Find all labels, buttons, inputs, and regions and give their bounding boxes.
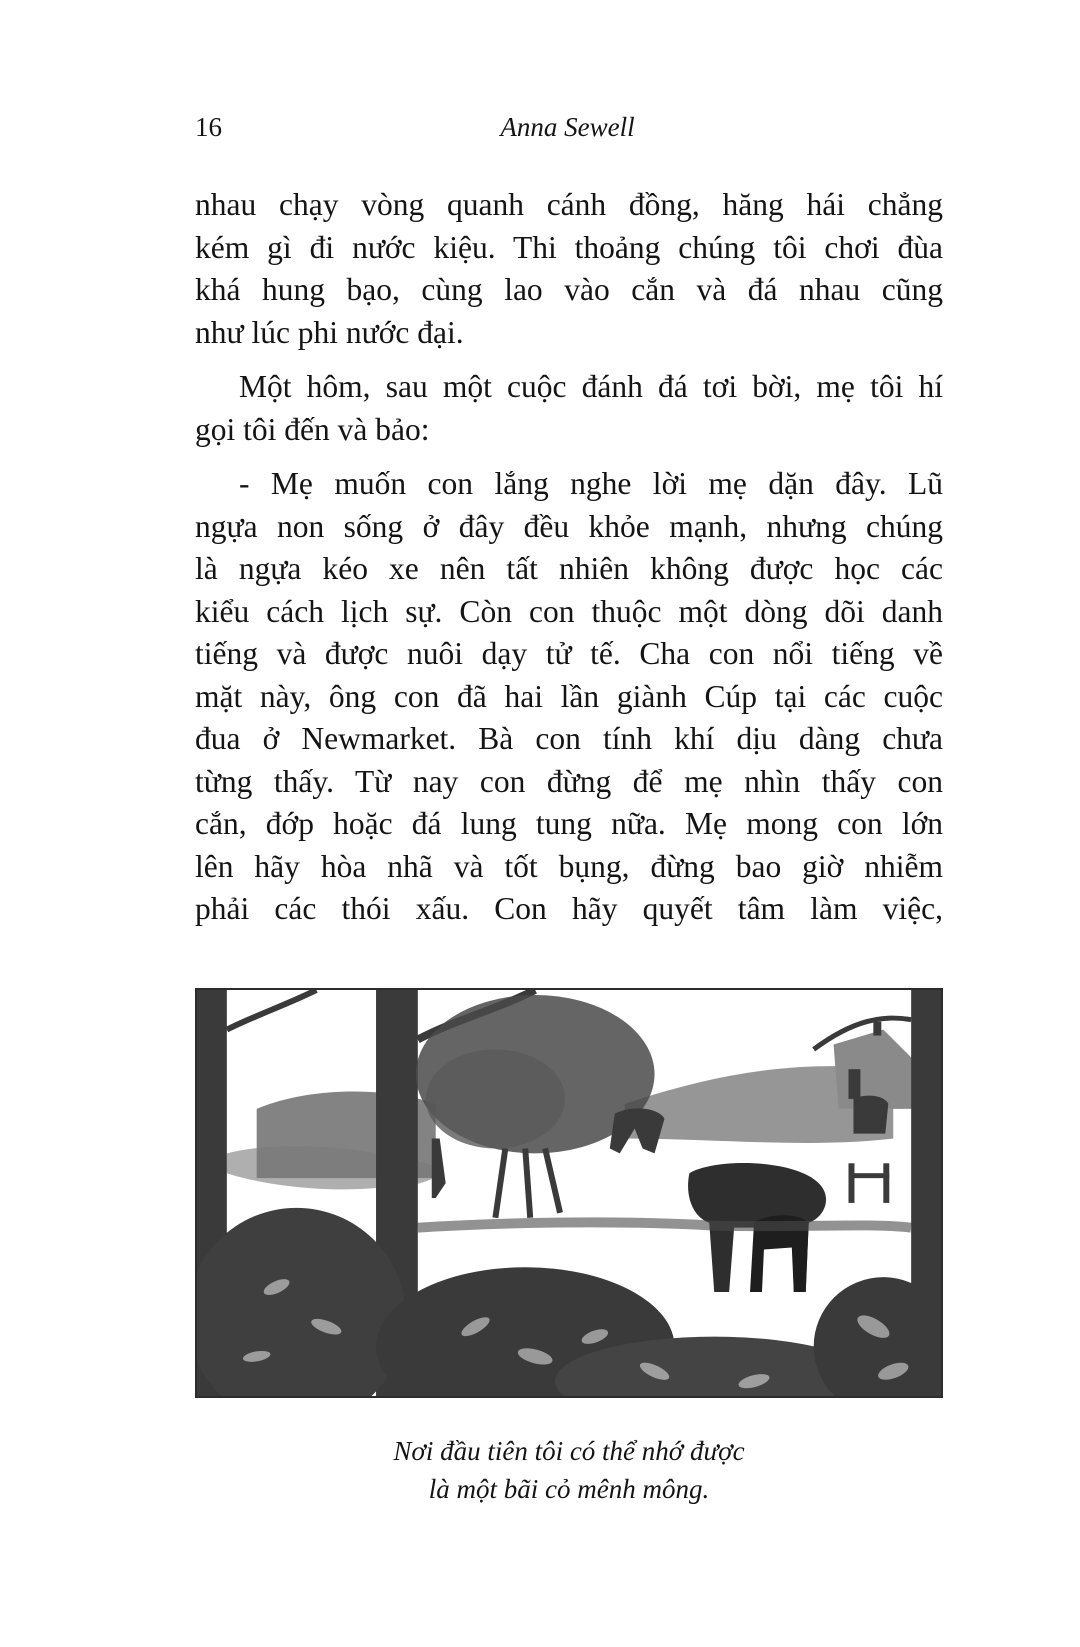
text-line: từng thấy. Từ nay con đừng để mẹ nhìn thấy con [195,763,943,799]
text-line: nhau chạy vòng quanh cánh đồng, hăng hái chẳng [195,187,943,222]
body-text [195,184,943,931]
illustration-meadow-horses [195,988,943,1398]
paragraph-2 [195,366,943,451]
figure-caption [195,1432,943,1508]
paragraph-3-dialogue [195,463,943,931]
running-title-author: Anna Sewell [500,112,635,142]
text-line: lên hãy hòa nhã và tốt bụng, đừng bao giờ nhiễm [195,848,943,884]
paragraph-1 [195,184,943,354]
illustration-drawing [197,990,941,1396]
text-line: ngựa non sống ở đây đều khỏe mạnh, nhưng chúng [195,508,943,544]
text-line: kiểu cách lịch sự. Còn con thuộc một dòng dõi danh [195,593,943,629]
text-line: kém gì đi nước kiệu. Thi thoảng chúng tôi chơi đùa [195,229,943,265]
text-line: mặt này, ông con đã hai lần giành Cúp tại các cuộc [195,678,943,714]
text-line: cắn, đớp hoặc đá lung tung nữa. Mẹ mong con lớn [195,806,943,841]
text-line: Một hôm, sau một cuộc đánh đá tơi bời, mẹ tôi hí [239,369,943,404]
caption-line: Nơi đầu tiên tôi có thể nhớ được [393,1436,745,1466]
text-line: - Mẹ muốn con lắng nghe lời mẹ dặn đây. Lũ [239,466,943,501]
page-number: 16 [195,112,222,142]
text-line: tiếng và được nuôi dạy tử tế. Cha con nổi tiếng về [195,636,943,671]
text-line: gọi tôi đến và bảo: [195,411,430,447]
running-head [195,112,940,152]
text-line: khá hung bạo, cùng lao vào cắn và đá nhau cũng [195,272,943,307]
text-line: đua ở Newmarket. Bà con tính khí dịu dàng chưa [195,721,943,756]
text-line: phải các thói xấu. Con hãy quyết tâm làm việc, [195,891,943,926]
text-line: là ngựa kéo xe nên tất nhiên không được học các [195,551,943,586]
caption-line: là một bãi cỏ mênh mông. [428,1474,710,1504]
text-line: như lúc phi nước đại. [195,314,464,350]
